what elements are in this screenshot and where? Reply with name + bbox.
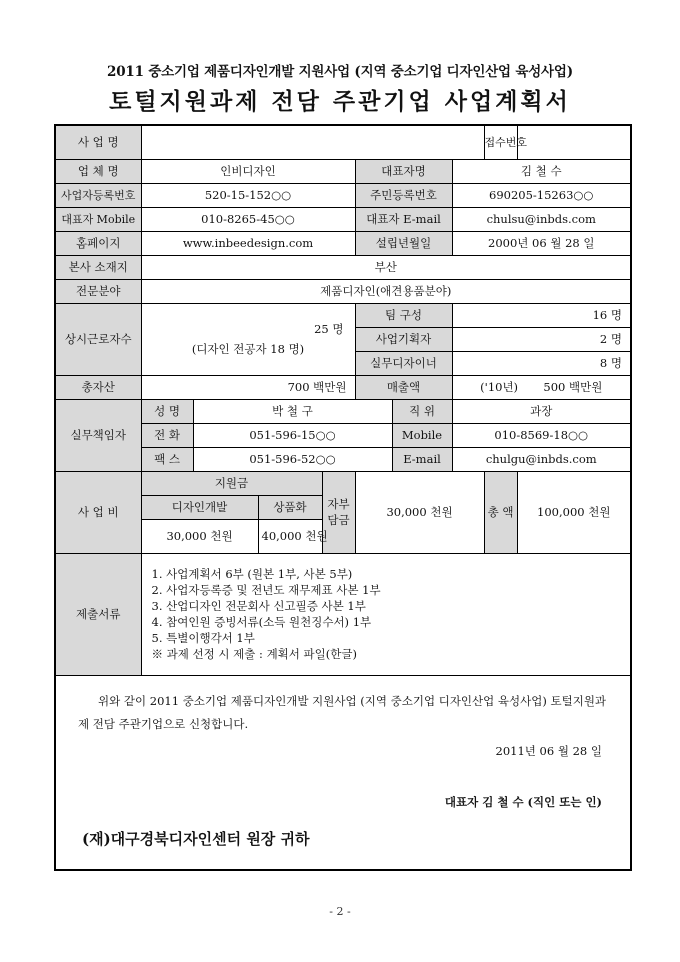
planner-label: 사업기획자 xyxy=(355,327,452,351)
ceo-email-label: 대표자 E-mail xyxy=(355,207,452,231)
founded-value: 2000년 06 월 28 일 xyxy=(452,231,631,255)
manager-phone-label: 전 화 xyxy=(141,423,193,447)
founded-label: 설립년월일 xyxy=(355,231,452,255)
team-count: 16 명 xyxy=(452,303,631,327)
homepage-label: 홈페이지 xyxy=(55,231,141,255)
field-value: 제품디자인(애견용품분야) xyxy=(141,279,631,303)
commercial-label: 상품화 xyxy=(258,495,322,519)
revenue-cell xyxy=(452,375,631,399)
budget-label: 사 업 비 xyxy=(55,471,141,553)
resident-no-label: 주민등록번호 xyxy=(355,183,452,207)
document-title: 토털지원과제 전담 주관기업 사업계획서 xyxy=(109,88,571,115)
resident-no-value: 690205-15263○○ xyxy=(452,183,631,207)
manager-name-label: 성 명 xyxy=(141,399,193,423)
manager-email-value: chulgu@inbds.com xyxy=(452,447,631,471)
field-label: 전문분야 xyxy=(55,279,141,303)
ceo-email-value: chulsu@inbds.com xyxy=(452,207,631,231)
project-name-field[interactable] xyxy=(141,125,484,159)
manager-name-value: 박 철 구 xyxy=(193,399,392,423)
documents-item: 3. 산업디자인 전문회사 신고필증 사본 1부 xyxy=(151,599,366,613)
design-dev-value: 30,000 천원 xyxy=(141,519,258,553)
documents-label: 제출서류 xyxy=(55,553,141,675)
total-label: 총 액 xyxy=(484,471,517,553)
staff-value xyxy=(141,303,355,375)
ceo-label: 대표자명 xyxy=(355,159,452,183)
staff-designers: (디자인 전공자 18 명) xyxy=(191,342,305,356)
document-subtitle: 2011 중소기업 제품디자인개발 지원사업 (지역 중소기업 디자인산업 육성사업) xyxy=(107,64,573,80)
documents-item: 1. 사업계획서 6부 (원본 1부, 사본 5부) xyxy=(151,567,353,581)
homepage-value: www.inbeedesign.com xyxy=(141,231,355,255)
receipt-no-field xyxy=(517,125,631,159)
page-number: - 2 - xyxy=(329,905,351,918)
manager-mobile-value: 010-8569-18○○ xyxy=(452,423,631,447)
revenue-label: 매출액 xyxy=(355,375,452,399)
assets-label: 총자산 xyxy=(55,375,141,399)
company-value: 인비디자인 xyxy=(141,159,355,183)
manager-fax-label: 팩 스 xyxy=(141,447,193,471)
manager-phone-value: 051-596-15○○ xyxy=(193,423,392,447)
declaration-date: 2011년 06 월 28 일 xyxy=(495,743,602,758)
planner-count: 2 명 xyxy=(452,327,631,351)
subsidy-label: 지원금 xyxy=(141,471,322,495)
hq-label: 본사 소재지 xyxy=(55,255,141,279)
declaration-section xyxy=(55,675,631,870)
documents-list xyxy=(141,553,631,675)
team-label: 팀 구성 xyxy=(355,303,452,327)
staff-label: 상시근로자수 xyxy=(55,303,141,375)
design-dev-label: 디자인개발 xyxy=(141,495,258,519)
biz-reg-label: 사업자등록번호 xyxy=(55,183,141,207)
receipt-no-label: 접수번호 xyxy=(484,125,517,159)
ceo-mobile-label: 대표자 Mobile xyxy=(55,207,141,231)
declaration-addressee: (재)대구경북디자인센터 원장 귀하 xyxy=(82,829,310,848)
manager-label: 실무책임자 xyxy=(55,399,141,471)
business-plan-form xyxy=(54,124,632,871)
documents-note: ※ 과제 선정 시 제출 : 계획서 파일(한글) xyxy=(151,647,357,661)
designer-label: 실무디자이너 xyxy=(355,351,452,375)
assets-value: 700 백만원 xyxy=(141,375,355,399)
manager-fax-value: 051-596-52○○ xyxy=(193,447,392,471)
company-label: 업 체 명 xyxy=(55,159,141,183)
declaration-text: 위와 같이 2011 중소기업 제품디자인개발 지원사업 (지역 중소기업 디자인산업 육성사업) 토털지원과제 전담 주관기업으로 신청합니다. xyxy=(78,693,607,731)
ceo-mobile-value: 010-8265-45○○ xyxy=(141,207,355,231)
revenue-value: 500 백만원 xyxy=(543,380,603,394)
staff-total: 25 명 xyxy=(314,322,344,336)
designer-count: 8 명 xyxy=(452,351,631,375)
biz-reg-value: 520-15-152○○ xyxy=(141,183,355,207)
documents-item: 5. 특별이행각서 1부 xyxy=(151,631,255,645)
declaration-signature: 대표자 김 철 수 (직인 또는 인) xyxy=(444,794,602,809)
manager-position-label: 직 위 xyxy=(392,399,452,423)
revenue-year: ('10년) xyxy=(480,380,519,394)
commercial-value: 40,000 천원 xyxy=(258,519,322,553)
ceo-value: 김 철 수 xyxy=(452,159,631,183)
project-name-label: 사 업 명 xyxy=(55,125,141,159)
documents-item: 2. 사업자등록증 및 전년도 재무제표 사본 1부 xyxy=(151,583,381,597)
self-funding-label-line2: 담금 xyxy=(327,513,350,527)
documents-item: 4. 참여인원 증빙서류(소득 원천징수서) 1부 xyxy=(151,615,372,629)
self-funding-label-line1: 자부 xyxy=(327,497,350,511)
manager-email-label: E-mail xyxy=(392,447,452,471)
manager-position-value: 과장 xyxy=(452,399,631,423)
hq-value: 부산 xyxy=(141,255,631,279)
self-funding-value: 30,000 천원 xyxy=(355,471,484,553)
manager-mobile-label: Mobile xyxy=(392,423,452,447)
total-value: 100,000 천원 xyxy=(517,471,631,553)
